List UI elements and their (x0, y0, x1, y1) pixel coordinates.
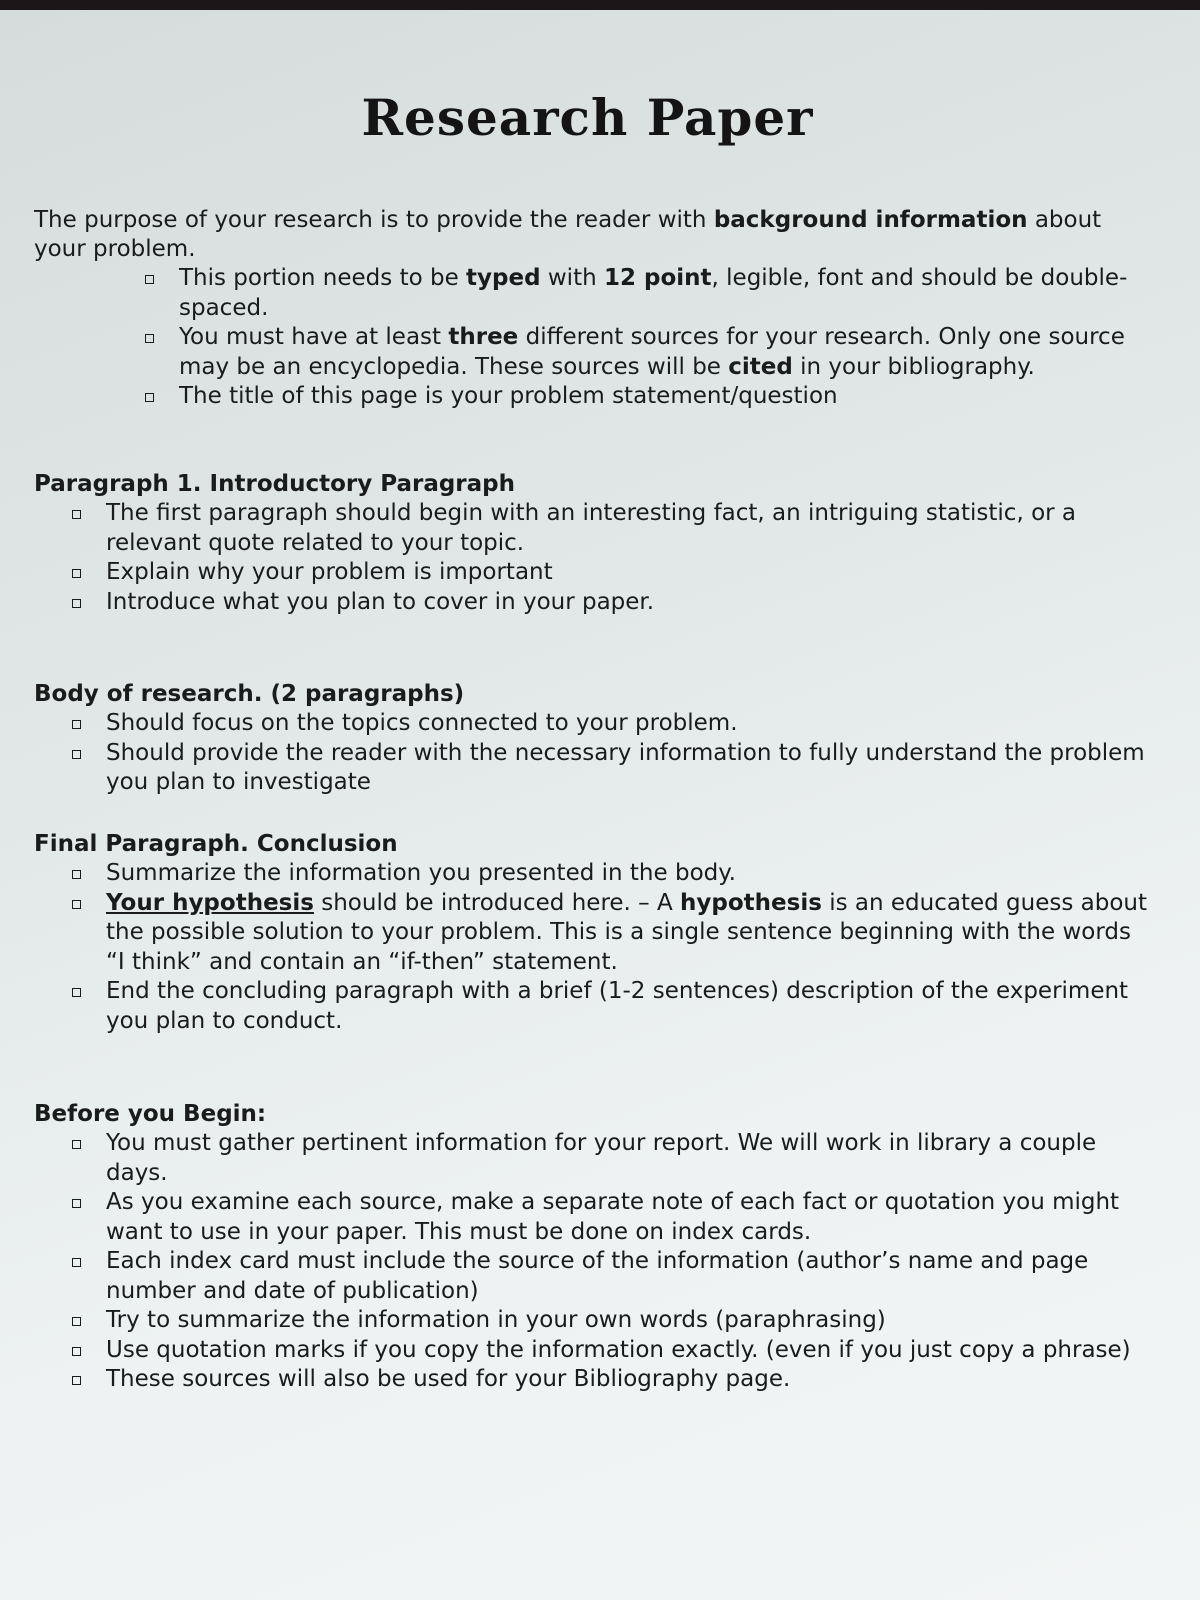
intro-text: The purpose of your research is to provide the reader with (34, 207, 714, 233)
intro-bold: background information (713, 207, 1028, 233)
item-bold: three (448, 324, 519, 350)
item-text: You must have at least (179, 324, 449, 350)
checkbox-icon (72, 1140, 81, 1149)
list-item (34, 264, 1144, 323)
section-heading: Before you Begin: (34, 1101, 267, 1127)
list-item (34, 323, 1144, 382)
list-item (34, 739, 1154, 798)
paragraph1-section (34, 470, 1154, 617)
item-text: Should focus on the topics connected to your problem. (106, 710, 738, 736)
item-text: End the concluding paragraph with a brief (1-2 sentences) description of the experiment you plan to conduct. (106, 978, 1129, 1034)
list-item (34, 1247, 1154, 1306)
list-item (34, 382, 1144, 412)
checkbox-icon (145, 334, 154, 343)
body-list (34, 709, 1154, 798)
item-text: Should provide the reader with the necessary information to fully understand the problem you plan to investigate (106, 739, 1145, 795)
item-text: You must gather pertinent information for your report. We will work in library a couple days. (106, 1130, 1097, 1186)
item-text: Each index card must include the source of the information (author’s name and page number and date of publication) (106, 1248, 1089, 1304)
page-top-edge (0, 0, 1200, 10)
section-heading: Body of research. (2 paragraphs) (34, 681, 465, 707)
item-text: This portion needs to be (179, 265, 467, 291)
checkbox-icon (72, 1347, 81, 1356)
checkbox-icon (72, 569, 81, 578)
item-text: These sources will also be used for your Bibliography page. (106, 1366, 791, 1392)
final-section (34, 830, 1154, 1036)
item-bold: hypothesis (680, 889, 822, 916)
checkbox-icon (72, 750, 81, 759)
list-item (34, 1365, 1154, 1395)
checkbox-icon (72, 1258, 81, 1267)
checkbox-icon (72, 1199, 81, 1208)
item-text: As you examine each source, make a separate note of each fact or quotation you might want to use in your paper. This must be done on index cards. (106, 1189, 1120, 1245)
item-bold: cited (728, 353, 793, 380)
list-item (34, 499, 1154, 558)
item-text: Explain why your problem is important (106, 559, 553, 585)
page-title: Research Paper (361, 88, 814, 147)
intro-text-end: about your problem. (34, 207, 1102, 262)
checkbox-icon (72, 510, 81, 519)
checkbox-icon (72, 599, 81, 608)
body-section (34, 680, 1154, 798)
item-text: Introduce what you plan to cover in your paper. (106, 588, 655, 615)
checkbox-icon (145, 393, 154, 402)
list-item (34, 1188, 1154, 1247)
list-item (34, 588, 1154, 618)
list-item (34, 889, 1154, 978)
item-text: with (540, 265, 604, 291)
checkbox-icon (72, 870, 81, 879)
item-text: Try to summarize the information in your own words (paraphrasing) (106, 1307, 886, 1333)
checkbox-icon (145, 275, 154, 284)
section-heading: Paragraph 1. Introductory Paragraph (34, 471, 516, 497)
list-item (34, 709, 1154, 739)
checkbox-icon (72, 720, 81, 729)
item-bold: 12 point (603, 265, 712, 291)
intro-purpose (34, 206, 1144, 264)
list-item (34, 977, 1154, 1036)
list-item (34, 1129, 1154, 1188)
checkbox-icon (72, 1317, 81, 1326)
intro-section (34, 206, 1144, 412)
item-text: different sources for your research. Only one source may be an encyclopedia. These sources will be (179, 324, 1125, 380)
item-text: The title of this page is your problem statement/question (179, 383, 838, 409)
before-section (34, 1100, 1154, 1395)
item-text: , legible, font and should be double-spaced. (179, 265, 1128, 321)
final-list (34, 859, 1154, 1036)
list-item (34, 558, 1154, 588)
list-item (34, 1306, 1154, 1336)
list-item (34, 1336, 1154, 1366)
checkbox-icon (72, 1376, 81, 1385)
item-bold: typed (466, 265, 541, 291)
checkbox-icon (72, 900, 81, 909)
checkbox-icon (72, 988, 81, 997)
item-text: in your bibliography. (792, 353, 1035, 380)
item-text: is an educated guess about the possible solution to your problem. This is a single sentence beginning with the words “I think” and contain an “if-then” statement. (106, 889, 1147, 975)
intro-bullet-list (34, 264, 1144, 412)
item-text: should be introduced here. – A (313, 889, 681, 916)
item-text: Summarize the information you presented in the body. (106, 860, 736, 886)
before-list (34, 1129, 1154, 1395)
item-text: The first paragraph should begin with an interesting fact, an intriguing statistic, or a relevant quote related to your topic. (106, 500, 1077, 556)
list-item (34, 859, 1154, 889)
hypothesis-underlined: Your hypothesis (106, 889, 314, 916)
item-text: Use quotation marks if you copy the information exactly. (even if you just copy a phrase) (106, 1336, 1131, 1363)
section-heading: Final Paragraph. Conclusion (34, 831, 398, 857)
paragraph1-list (34, 499, 1154, 617)
